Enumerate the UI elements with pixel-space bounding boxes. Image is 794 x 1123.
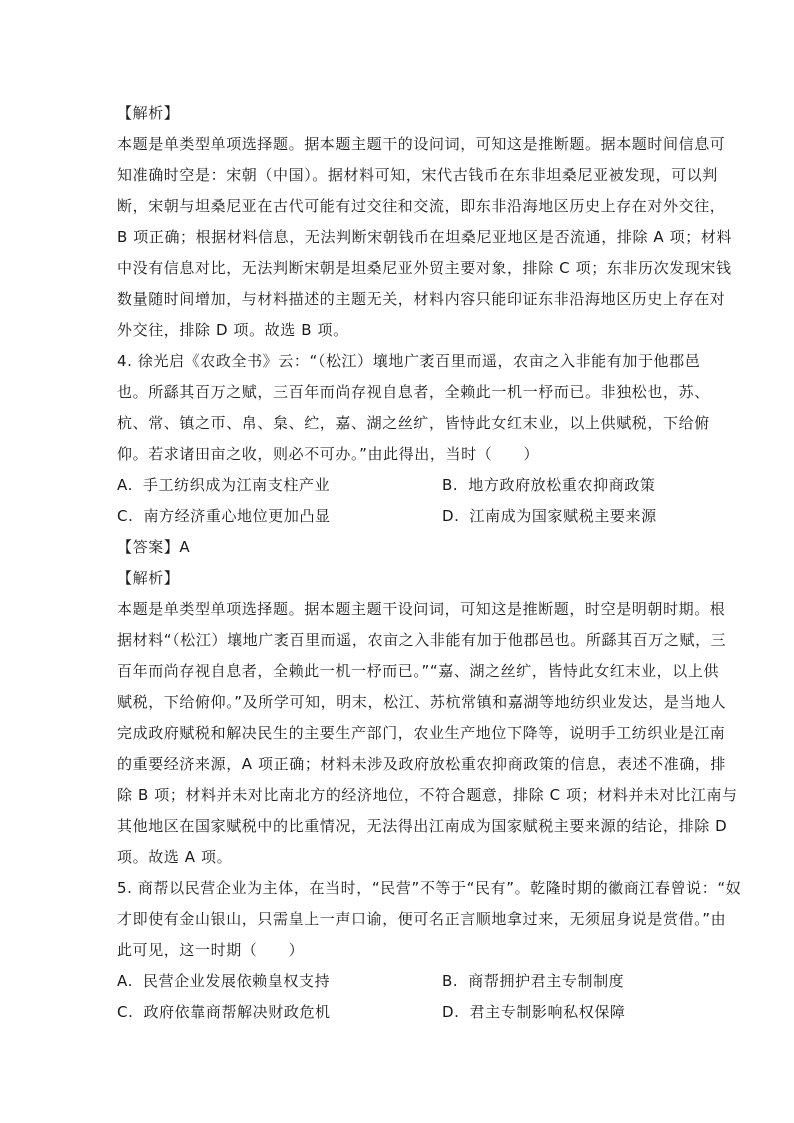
section-b [117, 532, 742, 966]
option-text: 地方政府放松重农抑商政策 [468, 476, 656, 494]
text-line: 除 B 项；材料并未对比南北方的经济地位，不符合题意，排除 C 项；材料并未对比江南与 [117, 786, 738, 804]
option-key: A. [117, 972, 133, 990]
text-line: 此可见，这一时期（ ） [117, 941, 305, 959]
option-text: 南方经济重心地位更加凸显 [143, 507, 331, 525]
text-line: 才即使有金山银山，只需皇上一声口谕，便可名正言顺地拿过来，无须屈身说是赏借。”由 [117, 910, 727, 928]
analysis-heading-q3: 【解析】 [117, 104, 180, 122]
text-line: 中没有信息对比，无法判断宋朝是坦桑尼亚外贸主要对象，排除 C 项；东非历次发现宋钱 [117, 259, 732, 277]
text-line: 杭、常、镇之帀、帛、枲、纻，嘉、湖之丝纩，皆恃此女红末业，以上供赋税，下给俯 [117, 414, 710, 432]
option-key: C. [117, 1003, 134, 1021]
document-page [117, 98, 742, 1028]
option-key: B. [442, 972, 459, 990]
option-key: D. [442, 1003, 460, 1021]
option-text: 江南成为国家赋税主要来源 [469, 507, 657, 525]
text-line: B 项正确；根据材料信息，无法判断宋朝钱币在坦桑尼亚地区是否流通，排除 A 项；材料 [117, 228, 733, 246]
text-line: 完成政府赋税和解决民生的主要生产部门，农业生产地位下降等，说明手工纺织业是江南 [117, 724, 726, 742]
option-c [117, 501, 442, 532]
section-a [117, 98, 733, 470]
option-text: 手工纺织成为江南支柱产业 [142, 476, 331, 494]
text-line: 本题是单类型单项选择题。据本题主题干设问词，可知这是推断题，时空是明朝时期。根 [117, 600, 726, 618]
option-a [117, 966, 442, 997]
option-d [442, 501, 677, 532]
text-line: 数量随时间增加，与材料描述的主题无关，材料内容只能印证东非沿海地区历史上存在对 [117, 290, 726, 308]
question-5-stem: 5. 商帮以民营企业为主体，在当时，“民营”不等于“民有”。乾隆时期的徽商江春曾说：“奴 [117, 879, 742, 897]
option-key: C. [117, 507, 134, 525]
text-line: 也。所繇其百万之赋，三百年而尚存视自息者，全赖此一机一杼而已。非独松也，苏、 [117, 383, 710, 401]
option-text: 商帮拥护君主专制制度 [468, 972, 625, 990]
question-4-options [117, 470, 677, 532]
option-text: 政府依靠商帮解决财政危机 [143, 1003, 331, 1021]
text-line: 赋税，下给俯仰。”及所学可知，明末，松江、苏杭常镇和嘉湖等地纺织业发达，是当地人 [117, 693, 727, 711]
option-text: 君主专制影响私权保障 [469, 1003, 626, 1021]
option-c [117, 997, 442, 1028]
text-line: 外交往，排除 D 项。故选 B 项。 [117, 321, 349, 339]
option-key: B. [442, 476, 459, 494]
text-line: 本题是单类型单项选择题。据本题主题干的设问词，可知这是推断题。据本题时间信息可 [117, 135, 726, 153]
text-line: 百年而尚存视自息者，全赖此一机一杼而已。”“嘉、湖之丝纩，皆恃此女红末业，以上供 [117, 662, 720, 680]
option-b [442, 470, 677, 501]
option-text: 民营企业发展依赖皇权支持 [142, 972, 331, 990]
text-line: 其他地区在国家赋税中的比重情况，无法得出江南成为国家赋税主要来源的结论，排除 D [117, 817, 728, 835]
text-line: 仰。若求诸田亩之收，则必不可办。”由此得出，当时（ ） [117, 445, 540, 463]
answer-q4: 【答案】A [117, 538, 191, 556]
text-line: 的重要经济来源，A 项正确；材料未涉及政府放松重农抑商政策的信息，表述不准确，排 [117, 755, 727, 773]
question-4-stem: 4. 徐光启《农政全书》云：“（松江）壤地广袤百里而遥，农亩之入非能有加于他郡邑 [117, 352, 701, 370]
option-a [117, 470, 442, 501]
question-5-options [117, 966, 677, 1028]
option-key: A. [117, 476, 133, 494]
text-line: 知准确时空是：宋朝（中国）。据材料可知，宋代古钱币在东非坦桑尼亚被发现，可以判 [117, 166, 718, 184]
text-line: 据材料“（松江）壤地广袤百里而遥，农亩之入非能有加于他郡邑也。所繇其百万之赋，三 [117, 631, 727, 649]
text-line: 断，宋朝与坦桑尼亚在古代可能有过交往和交流，即东非沿海地区历史上存在对外交往， [117, 197, 726, 215]
option-key: D. [442, 507, 460, 525]
option-b [442, 966, 677, 997]
option-d [442, 997, 677, 1028]
text-line: 项。故选 A 项。 [117, 848, 233, 866]
analysis-heading-q4: 【解析】 [117, 569, 180, 587]
